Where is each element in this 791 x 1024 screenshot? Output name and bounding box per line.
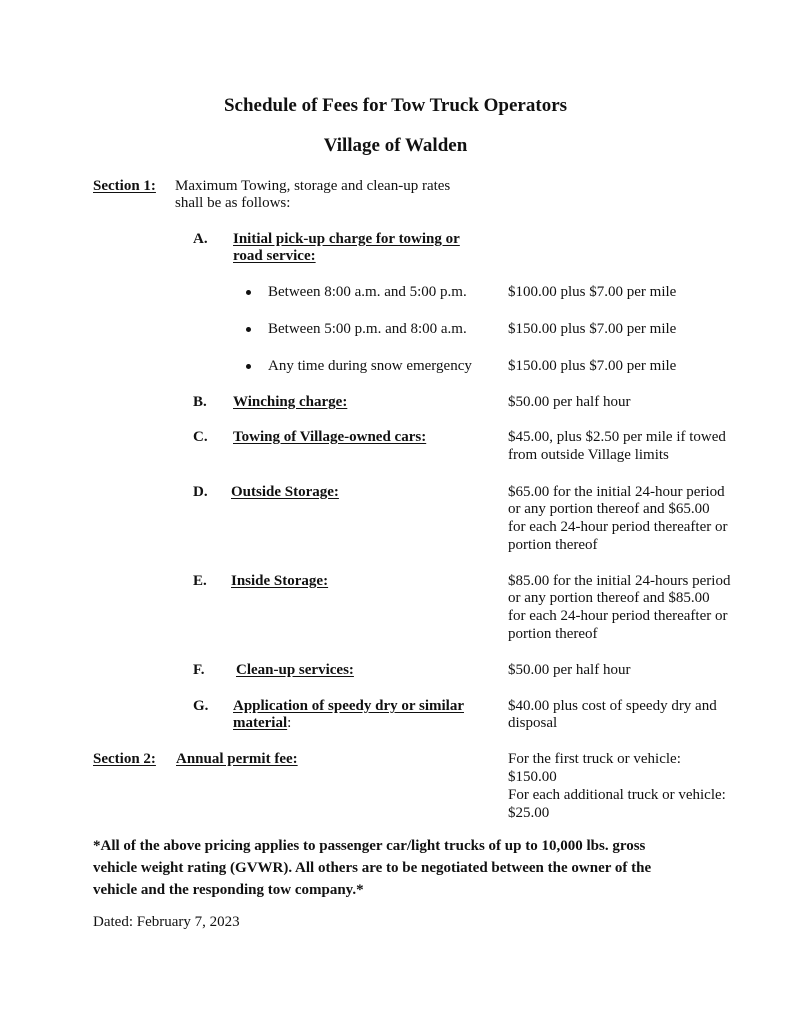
item-e-letter: E.	[193, 573, 207, 589]
item-b-label: Winching charge:	[233, 394, 348, 410]
item-d-fee-line4: portion thereof	[508, 537, 598, 553]
section2-fee-line3: For each additional truck or vehicle:	[508, 787, 726, 803]
section1-intro-line1: Maximum Towing, storage and clean-up rates	[175, 178, 451, 194]
section1-label: Section 1:	[93, 178, 156, 194]
bullet-icon	[246, 364, 251, 369]
item-g-letter: G.	[193, 698, 209, 714]
bullet-fee-2: $150.00 plus $7.00 per mile	[508, 321, 677, 337]
bullet-fee-3: $150.00 plus $7.00 per mile	[508, 358, 677, 374]
item-d-label: Outside Storage:	[231, 484, 339, 500]
item-d-fee-line1: $65.00 for the initial 24-hour period	[508, 484, 725, 500]
item-c-fee-line1: $45.00, plus $2.50 per mile if towed	[508, 429, 726, 445]
page-title: Schedule of Fees for Tow Truck Operators	[223, 95, 568, 116]
bullet-icon	[246, 290, 251, 295]
item-f-label: Clean-up services:	[236, 662, 354, 678]
pricing-note-line2: vehicle weight rating (GVWR). All others are to be negotiated between the owner of the	[93, 860, 652, 876]
bullet-label-3: Any time during snow emergency	[268, 358, 472, 374]
item-e-fee-line2: or any portion thereof and $85.00	[508, 590, 710, 606]
bullet-fee-1: $100.00 plus $7.00 per mile	[508, 284, 677, 300]
section1-intro-line2: shall be as follows:	[175, 195, 291, 211]
item-d-fee-line2: or any portion thereof and $65.00	[508, 501, 710, 517]
bullet-label-1: Between 8:00 a.m. and 5:00 p.m.	[268, 284, 467, 300]
item-b-letter: B.	[193, 394, 207, 410]
bullet-label-2: Between 5:00 p.m. and 8:00 a.m.	[268, 321, 467, 337]
item-a-label-line1: Initial pick-up charge for towing or	[233, 231, 460, 247]
dated-line: Dated: February 7, 2023	[93, 914, 240, 930]
section2-fee-line4: $25.00	[508, 805, 550, 821]
item-a-letter: A.	[193, 231, 208, 247]
item-g-fee-line2: disposal	[508, 715, 558, 731]
item-c-letter: C.	[193, 429, 208, 445]
item-g-label-line1: Application of speedy dry or similar	[233, 698, 464, 714]
item-e-label: Inside Storage:	[231, 573, 329, 589]
page-subtitle: Village of Walden	[323, 135, 468, 156]
item-d-fee-line3: for each 24-hour period thereafter or	[508, 519, 728, 535]
item-e-fee-line3: for each 24-hour period thereafter or	[508, 608, 728, 624]
item-e-fee-line1: $85.00 for the initial 24-hours period	[508, 573, 731, 589]
section2-fee-line2: $150.00	[508, 769, 557, 785]
item-g-label-suffix: :	[287, 715, 292, 731]
section2-label: Section 2:	[93, 751, 156, 767]
pricing-note-line1: *All of the above pricing applies to passenger car/light trucks of up to 10,000 lbs. gross	[93, 838, 646, 854]
item-d-letter: D.	[193, 484, 208, 500]
item-f-letter: F.	[193, 662, 205, 678]
item-c-label: Towing of Village-owned cars:	[233, 429, 427, 445]
item-g-fee-line1: $40.00 plus cost of speedy dry and	[508, 698, 717, 714]
item-g-label-line2: material	[233, 715, 288, 731]
pricing-note-line3: vehicle and the responding tow company.*	[93, 882, 364, 898]
bullet-icon	[246, 327, 251, 332]
item-g-label-line2-wrap	[233, 714, 291, 732]
item-f-fee: $50.00 per half hour	[508, 662, 631, 678]
item-a-label-line2: road service:	[233, 248, 316, 264]
item-e-fee-line4: portion thereof	[508, 626, 598, 642]
section2-fee-line1: For the first truck or vehicle:	[508, 751, 681, 767]
item-b-fee: $50.00 per half hour	[508, 394, 631, 410]
section2-item-label: Annual permit fee:	[176, 751, 298, 767]
item-c-fee-line2: from outside Village limits	[508, 447, 669, 463]
